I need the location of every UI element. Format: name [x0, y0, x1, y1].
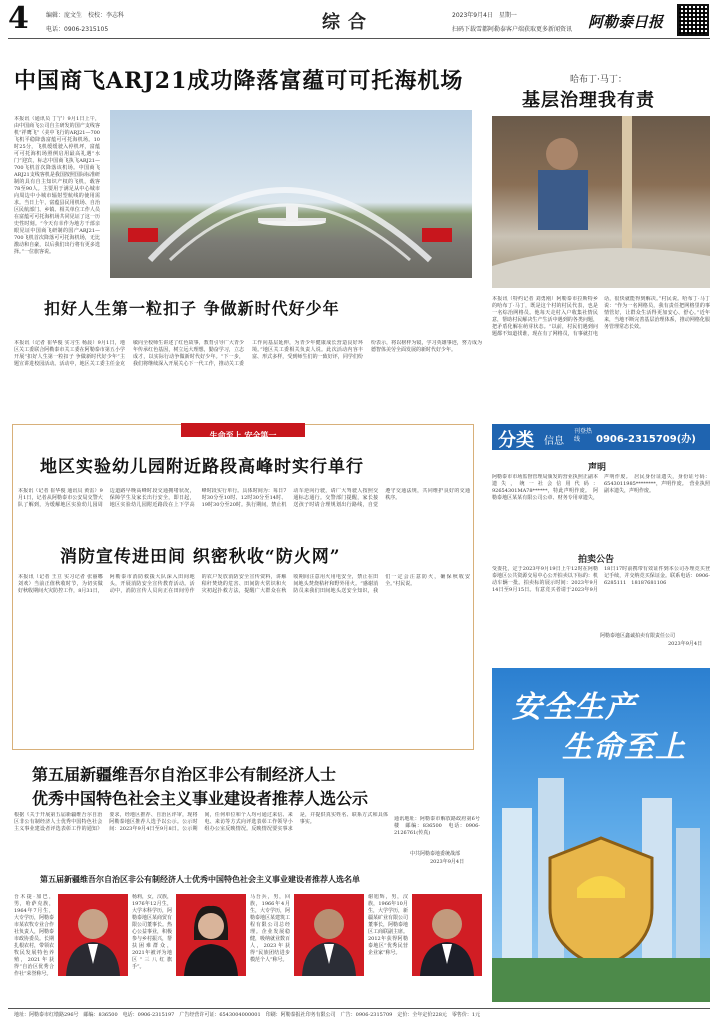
nominee-bio: 谢旭辉，男，汉族，1966年10月生，大学学历，新疆某矿业有限公司董事长，阿勒泰地区工商联副主席。2012年获得阿勒泰地区“优秀民营企业家”称号。	[368, 894, 408, 956]
poster-line2: 生命至上	[562, 730, 686, 765]
section-title: 综合	[322, 12, 374, 33]
auction-body: 受委托，定于2023年9月19日上午12时在阿勒泰地区公共资源交易中心公开拍卖以下标的：机动车辆一批。拍卖标的展示时间：2023年9月14日至9月15日。有意竞买者请于2023年9月18日17时前携带有效证件到本公司办理竞买登记手续，并交纳竞买保证金。联系电话：0906-6285111 18187681106	[492, 566, 710, 593]
nominee-card	[14, 894, 128, 1006]
nominee-card	[368, 894, 482, 1006]
auction-date: 2023年9月4日	[668, 641, 703, 647]
nominee-bio: 杨莉，女，汉族，1976年12月生，大学本科学历，阿勒泰地区某商贸有限公司董事长。热心公益事业，积极参与乡村振兴，帮扶困难群众，2021年被评为地区“三八红旗手”。	[132, 894, 172, 970]
footer-info: 地址：阿勒泰市红墩路296号 邮编：836500 电话：0906-2315197 广告经营许可证：6543004000001 印刷：阿勒泰报社印务有限公司 广告：0906-2315709 定价：全年定价228元 零售价：1元	[14, 1012, 481, 1018]
masthead	[0, 0, 717, 40]
nominee-bio: 马吾兵，男，回族，1966年4月生，大专学历，阿勒泰地区某建筑工程有限公司总经理。企业发展稳健，吸纳就业数百人，2023年获得“民族团结进步模范个人”称号。	[250, 894, 290, 963]
nominee-portrait	[294, 894, 364, 976]
article5-body: 根据《关于开展第五届新疆维吾尔自治区非公有制经济人士优秀中国特色社会主义事业建设者评选表彰工作的通知》要求，经地区推荐、自治区评审，现将阿勒泰地区推荐人选予以公示。公示时间：2023年9月4日至9月8日。公示期间，任何单位和个人均可通过来信、来电、来访等方式向评选表彰工作领导小组办公室反映情况。反映情况要实事求是，并提供真实姓名、联系方式和具体事实。	[14, 812, 388, 832]
nominee-bio: 吾木提·加巴，男，哈萨克族，1964年7月生，大专学历，阿勒泰市某农牧专业合作社负责人，阿勒泰市政协委员。长期扎根农村，带领农牧民发展特色养殖，2021年获得“自治区优秀合作社”荣誉称号。	[14, 894, 54, 977]
auction-title: 拍卖公告	[578, 555, 615, 565]
column-headline: 基层治理我有责	[522, 90, 655, 111]
classifieds-hotline-label: 刊登热线	[574, 428, 593, 443]
article2-headline: 扣好人生第一粒扣子 争做新时代好少年	[44, 299, 340, 318]
classifieds-title: 分类	[498, 430, 534, 451]
article3-body: 本报讯（记者 崔华俊 通讯员 黄雷）9月1日，记者从阿勒泰市公安局交警大队了解到，为缓解地区实验幼儿园周边道路早晚高峰时段交通拥堵状况，保障学生及家长出行安全，即日起，地区实验幼儿园附近路段在上下学高峰时段实行单行。具体时间为：每日7时30分至10时、12时30分至14时、19时30分至20时。执行期间，禁止机动车逆向行驶，请广大驾驶人按照交通标志通行。交警部门提醒，家长接送孩子时请合理规划出行路线，自觉遵守交通法规，共同维护良好的交通秩序。	[18, 488, 470, 508]
poster-line1: 安全生产	[512, 690, 636, 725]
article5-headline-line1: 第五届新疆维吾尔自治区非公有制经济人士	[32, 765, 337, 784]
nominee-portrait	[412, 894, 482, 976]
statement-body: 阿勒泰市市场监督管理局颁发的营业执照正副本遗失，统一社会信用代码：92654301MA78******，特此声明作废。 阿勒泰地区某某有限公司公章、财务专用章遗失，声明作废。 居民身份证遗失，身份证号码：6543011985********，声明作废。 营业执照副本遗失，声明作废。	[492, 474, 710, 501]
app-note: 扫码下载雪都阿勒泰客户端获取更多新闻资讯	[452, 26, 573, 33]
footer-rule	[8, 1008, 710, 1009]
classifieds-info: 信息	[544, 436, 564, 447]
article5-issuer: 中共阿勒泰地委统战部	[410, 851, 461, 857]
article1-headline: 中国商飞ARJ21成功降落富蕴可可托海机场	[14, 68, 464, 94]
masthead-rule	[8, 38, 710, 39]
classifieds-phone: 0906-2315709(办)	[596, 434, 696, 445]
auction-signature: 阿勒泰地区鑫诚拍卖有限责任公司	[600, 633, 676, 639]
article5-contact: 通讯地址：阿勒泰市解放路政府第6号楼 邮编：836500 电话：0906-2126761(传真)	[394, 816, 480, 836]
safety-banner	[181, 423, 305, 440]
editor-phone: 电话：0906-2315105	[46, 26, 109, 33]
editor-info: 编辑：庞文生 校校：李志科	[46, 12, 125, 19]
page-number: 4	[8, 1, 29, 36]
article5-headline-line2: 优秀中国特色社会主义事业建设者推荐人选公示	[32, 789, 369, 808]
aircraft-water-salute-photo	[110, 110, 472, 278]
safety-poster	[492, 668, 710, 1002]
safety-banner-text: 生命至上 安全第一	[209, 431, 277, 440]
article4-headline: 消防宣传进田间 织密秋收“防火网”	[60, 547, 341, 567]
article3-headline: 地区实验幼儿园附近路段高峰时实行单行	[40, 457, 364, 477]
paper-logo: 阿勒泰日报	[588, 13, 664, 31]
qr-code-icon	[677, 4, 709, 36]
grid-worker-photo	[492, 116, 710, 288]
nominee-card	[250, 894, 364, 1006]
article2-body: 本报讯（记者 崔华俊 实习生 杨晨）9月1日，地区关工委联合阿勒泰市关工委在阿勒泰市第五小学开展“扣好人生第一粒扣子 争做新时代好少年”主题宣讲进校园活动。活动中，地区关工委主任金克敏向全校师生讲述了红色故事，教育引导广大青少年传承红色基因，树立远大理想，勤奋学习，立志成才，以实际行动争做新时代好少年。“下一步，我们将继续深入开展关心下一代工作，推动关工委工作向基层延伸，为青少年健康成长营造良好环境。”地区关工委相关负责人说。此次活动内容丰富、形式多样，受到师生们的一致好评，同学们纷纷表示，将以榜样为镜，学习英雄事迹，努力成为德智体美劳全面发展的新时代好少年。	[14, 340, 482, 367]
article5-issue-date: 2023年9月4日	[430, 859, 465, 865]
nominee-list	[14, 894, 482, 1006]
nominee-portrait	[176, 894, 246, 976]
nominee-card	[132, 894, 246, 1006]
classifieds-header	[492, 424, 710, 450]
nominee-list-title: 第五届新疆维吾尔自治区非公有制经济人士优秀中国特色社会主义事业建设者推荐人选名单	[40, 874, 360, 884]
article1-body: 本报讯（通讯员 丁宁）9月1日上午，由中国商飞公司自主研发的国产支线客机“祥鹰飞”（美中飞行的ARJ21—700飞机平稳降落富蕴可可托海机场。10时25分，飞机缓缓驶入停机坪，富蕴可可托海机场照例启用最高礼遇“水门”迎宾，标志中国商飞执飞ARJ21—700飞机首次降落该机场。中国商飞ARJ21支线客机是我国按照国际标准研制的具有自主知识产权的飞机，载客78至90人。主要用于满足从中心城市向周边中小城市辐射型航线的使用需求。当日上午，富蕴县民用机场、自治区民航部门、乡镇、相关单位工作人员在富蕴可可托海机场共同见证了这一历史性时刻。“今天有幸作为地方干部亲眼见证中国商飞研制的国产ARJ21—700飞机首次降落可可托海机场，无比激动和自豪，以后我们出行将有更多选择。”一位旅客说。	[14, 116, 100, 255]
column-body: 本报讯（特约记者 刘勇刚）阿勒泰市拉斯特乡的哈布丁·马丁，既是这个村的村民代表，也是一名综治网格员。他每天走村入户收集社情民意，帮助村民解决生产生活中遇到的各类问题，把矛盾化解在萌芽状态。“以前，村民们遇到问题都不知道找谁，现在有了网格员，有事就打电话，很快就能得到解决。”村民说。哈布丁·马丁说：“作为一名网格员，我有责任把网格里的事情管好，让群众生活得更加安心、舒心。”近年来，当地不断完善基层治理体系，推动网格化服务管理常态长效。	[492, 296, 710, 337]
article4-body: 本报讯（记者 王豆 实习记者 张丽娜 刘欢）当前正值秋收时节，为切实做好秋收期间火灾防控工作，8月31日，阿勒泰市消防救援大队深入田间地头，开展消防安全宣传教育活动。活动中，消防宣传人员向正在田间劳作的农户发放消防安全宣传资料，讲解秸秆焚烧的危害、田间防火常识和火灾初起扑救方法，提醒广大群众在秋收期间注意用火用电安全，禁止在田间地头焚烧秸秆和野外用火。“感谢消防员来我们田间地头送安全知识，我们一定会注意防火，确保秋收安全。”村民说。	[18, 574, 470, 594]
column-author: 哈布丁·马丁：	[570, 75, 627, 85]
issue-date: 2023年9月4日 星期一	[452, 12, 517, 19]
nominee-portrait	[58, 894, 128, 976]
statement-title: 声明	[588, 463, 607, 473]
